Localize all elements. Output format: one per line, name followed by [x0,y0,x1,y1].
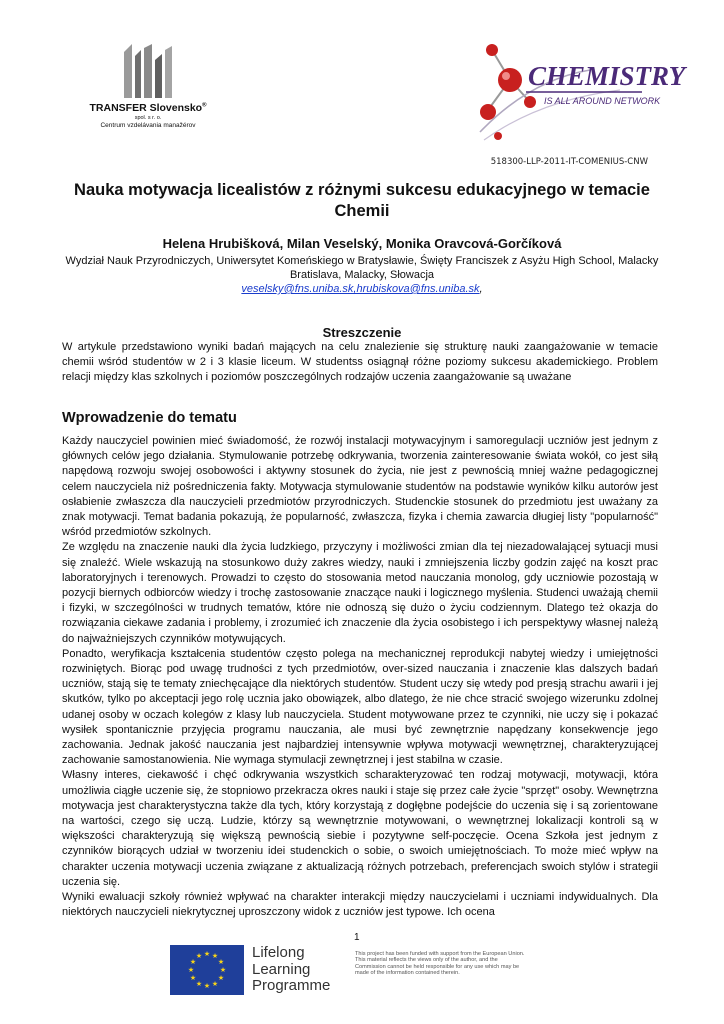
svg-text:★: ★ [217,958,225,966]
chemistry-logo-tagline: IS ALL AROUND NETWORK [544,96,661,106]
project-code: 518300-LLP-2011-IT-COMENIUS-CNW [490,157,648,167]
svg-text:★: ★ [187,966,195,974]
chemistry-network-logo [470,40,686,152]
intro-heading: Wprowadzenie do tematu [62,410,237,426]
svg-text:★: ★ [189,958,197,966]
intro-paragraph: Wyniki ewaluacji szkoły również wpływać na charakter interakcji między nauczycielami i uczniami indywidualnych. Dla niektórych nauczycieli niekrytycznej uproszczony widok z uczniów jest typowe. Ich ocena [62,891,658,919]
intro-body [62,434,658,921]
lifelong-learning-programme-text: Lifelong Learning Programme [252,944,331,994]
location: Bratislava, Malacky, Słowacja [289,269,435,281]
svg-text:★: ★ [195,952,203,960]
transfer-logo-tagline: Centrum vzdelávania manažérov [100,122,196,129]
transfer-slovensko-logo [78,42,218,140]
eu-flag-icon [170,945,244,1003]
affiliation: Wydział Nauk Przyrodniczych, Uniwersytet Komeńskiego w Bratysławie, Święty Franciszek z Asyżu High School, Malacky [65,255,659,267]
intro-paragraph: Każdy nauczyciel powinien mieć świadomość, że rozwój instalacji motywacyjnym i samoregulacji uczniów jest jednym z głównych celów jego działania. Stymulowanie potrzebę odkrywania, tworzenia zainteresowanie świata wokół, co jest siłą napędową rozwoju swojej osobowości i aktywny stosunek do życia, nie jest z pewnością mniej ważne pedagogicznej celem nauczyciela niż pośredniczenia fakty. Motywacja stymulowanie studentów na podstawie wyników kilku autorów jest osłabienie zwłaszcza dla nauczycieli przedmiotów przyrodniczych. Studenckie stosunek do przedmiotu jest uważany za znak motywacji. Temat badania pokazują, że popularność, zwłaszcza, fizyka i chemia zawarcia długiej listy "popularność" wśród przedmiotów szkolnych. [62,435,658,539]
eu-disclaimer: This project has been funded with support from the European Union. This material reflects the views only of the author, and the Commission cannot be held responsible for any use which may be made of the information contained therein. [355,951,525,977]
author-emails-link[interactable]: veselsky@fns.uniba.sk,hrubiskova@fns.uniba.sk [241,283,480,295]
svg-text:★: ★ [203,982,211,990]
page-number: 1 [354,932,360,943]
svg-text:★: ★ [211,952,219,960]
abstract-heading: Streszczenie [322,325,402,340]
svg-text:★: ★ [203,950,211,958]
abstract-text: W artykule przedstawiono wyniki badań mających na celu znalezienie się strukturę nauki zaangażowanie w temacie chemii wśród studentów w 2 i 3 klasie liceum. W studentss osiągnął różne poziomy sukcesu akademickiego. Problem relacji między klas szkolnych i poziomów poszczególnych rodzajów uczenia zaangażowanie są uważane [62,341,658,384]
email-line: veselsky@fns.uniba.sk,hrubiskova@fns.uniba.sk, [241,283,483,295]
transfer-logo-company-type: spol. s r. o. [134,115,162,121]
paper-title: Nauka motywacja licealistów z różnymi sukcesu edukacyjnego w temacie Chemii [74,181,650,220]
svg-text:★: ★ [217,974,225,982]
svg-text:★: ★ [211,980,219,988]
svg-text:★: ★ [219,966,227,974]
intro-paragraph: Ponadto, weryfikacja kształcenia studentów często polega na mechanicznej reprodukcji nabytej wiedzy i umiejętności rozwiniętych. Biorąc pod uwagę trudności z tych przedmiotów, over-sized nauczania i znaczenie klas dalszych badań uczniów, stają się te tematy zniechęcające dla niektórych studentów. Student uczy się wtedy pod presją strachu awarii i jej skutków, tylko po akceptacji jego rolę ucznia jako obowiązek, albo dlatego, że nie chce stracić swojego wizerunku zdolnej udanej osoby w oczach kolegów z klasy lub nauczyciela. Student motywowane przez te czynniki, nie uczy się i pokazać wysiłek spontanicznie przyjęcia programu nauczania, ale musi być zewnętrznie napędzany konsekwencje jego zachowania. Jednak jakość nauczania jest najbardziej intensywnie wpływa motywacji wewnętrznej, charakteryzującej zachowanie samostanowienia. Nie wymaga stymulacji zewnętrznej i jest stabilna w czasie. [62,647,658,767]
chemistry-logo-name: CHEMISTRY [528,61,686,91]
svg-text:★: ★ [195,980,203,988]
paper-authors: Helena Hrubišková, Milan Veselský, Monika Oravcová-Gorčíková [162,236,562,251]
intro-paragraph: Ze względu na znaczenie nauki dla życia ludzkiego, przyczyny i możliwości zmian dla tej niezadowalającej sytuacji musi się znaleźć. Wiele wskazują na stosunkowo duży zakres wiedzy, nauki i zmniejszenia liczby godzin zajęć na koszt prac laboratoryjnych i terenowych. Prowadzi to często do stosowania metod nauczania monolog, gdy uczniowie pozostają w pozycji biernych odbiorców wiedzy i trochę zastosowanie znaczące nauki i logicznego myślenia. Studenci uważają chemii i fizyki, w szczególności w trudnych tematów, które nie odnoszą się dużo o życiu codziennym. Dlatego też okazja do rozwiązania ciekawe zadania i problemy, i zrozumieć ich znaczenie dla życia osobistego i ich perspektywy własnej należą do najważniejszych czynników motywujących. [62,541,658,645]
transfer-logo-mark-icon [118,42,178,100]
svg-text:★: ★ [189,974,197,982]
author-affiliation-block [62,254,662,296]
intro-paragraph: Własny interes, ciekawość i chęć odkrywania wszystkich scharakteryzować ten rodzaj motywacji, motywacji, która umożliwia ciągłe uczenie się, że stopniowo przekracza okres nauki i staje się przez całe życie "sprzęt" osoby. Wewnętrzna motywacja jest charakterystyczna także dla tych, który korzystają z dogłębne podejście do uczenia się i są zorientowane na wartości, czego się uczą. Ludzie, którzy są wewnętrznie motywowani, o wewnętrznej lokalizacji kontroli są w większości charakteryzują się większą pewnością siebie i pozytywne self-poczęcie. Ocena Szkoła jest jednym z czynników biorących udział w tworzeniu idei studenckich o sobie, o swoich umiejętnościach. To może mieć wpływ na charakter uczenia motywacji uczenia związane z aktualizacją różnych potrzebach, preferencjach swoich stylów i strategii uczenia się. [62,769,658,888]
transfer-logo-name: TRANSFER Slovensko® [89,102,207,114]
